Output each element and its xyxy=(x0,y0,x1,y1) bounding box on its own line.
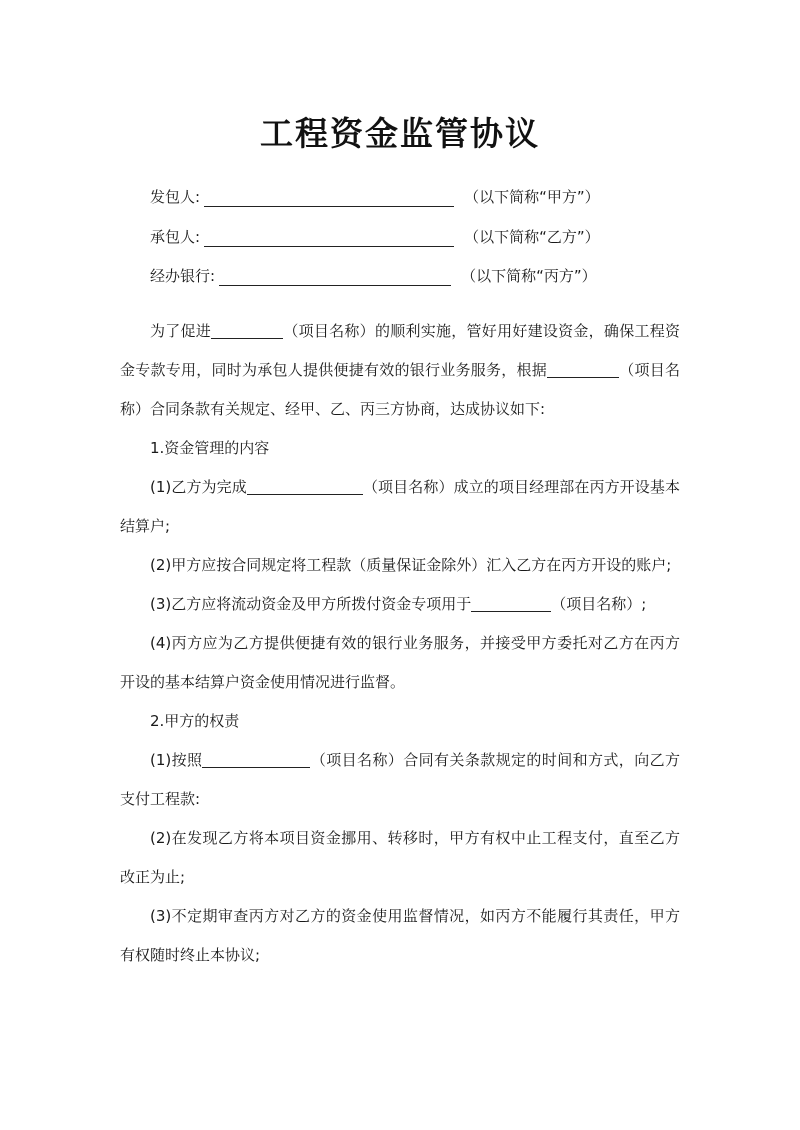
fill-in-line xyxy=(247,476,363,495)
document-title: 工程资金监管协议 xyxy=(260,114,540,153)
text-run: （项目名称）; xyxy=(551,595,647,613)
party-label: 发包人: xyxy=(150,188,201,206)
fill-in-line xyxy=(211,320,283,339)
text-run: （项目名称）的顺利实施，管好用好建设资金，确保工程资金专款专用，同时为承包人提供便捷有效的银行业务服务，根据 xyxy=(120,322,680,379)
intro-paragraph xyxy=(120,312,680,429)
party-label: 经办银行: xyxy=(150,267,216,285)
party-note: （以下简称“甲方”） xyxy=(464,188,600,206)
text-run: (3)乙方应将流动资金及甲方所拨付资金专项用于 xyxy=(150,595,472,613)
text-run: （项目名称）合同条款有关规定、经甲、乙、丙三方协商，达成协议如下: xyxy=(120,361,680,418)
party-note: （以下简称“乙方”） xyxy=(464,228,600,246)
clause-paragraph: (3)不定期审查丙方对乙方的资金使用监督情况，如丙方不能履行其责任，甲方有权随时终止本协议; xyxy=(120,907,680,964)
clause-paragraph xyxy=(120,468,680,546)
clause-paragraph xyxy=(120,741,680,819)
party-note: （以下简称“丙方”） xyxy=(461,267,597,285)
agreement-body xyxy=(120,312,680,975)
clause-paragraph: (2)甲方应按合同规定将工程款（质量保证金除外）汇入乙方在丙方开设的账户; xyxy=(150,556,672,574)
clause-paragraph xyxy=(120,585,680,624)
party-row-contractor xyxy=(150,225,670,249)
party-row-employer xyxy=(150,185,670,209)
text-run: (1)乙方为完成 xyxy=(150,478,247,496)
text-run: （项目名称）成立的项目经理部在丙方开设基本结算户; xyxy=(120,478,680,535)
text-run: 为了促进 xyxy=(150,322,212,340)
fill-in-line xyxy=(202,749,310,768)
fill-in-line xyxy=(219,267,451,286)
fill-in-line xyxy=(471,593,551,612)
fill-in-line xyxy=(547,359,619,378)
text-run: （项目名称）合同有关条款规定的时间和方式，向乙方支付工程款: xyxy=(120,751,680,808)
section-heading: 2.甲方的权责 xyxy=(150,712,240,730)
clause-paragraph: (2)在发现乙方将本项目资金挪用、转移时，甲方有权中止工程支付，直至乙方改正为止; xyxy=(120,829,680,886)
party-row-bank xyxy=(150,264,670,288)
party-label: 承包人: xyxy=(150,228,201,246)
clause-paragraph: (4)丙方应为乙方提供便捷有效的银行业务服务，并接受甲方委托对乙方在丙方开设的基本结算户资金使用情况进行监督。 xyxy=(120,634,680,691)
text-run: (1)按照 xyxy=(150,751,203,769)
section-heading: 1.资金管理的内容 xyxy=(150,439,270,457)
fill-in-line xyxy=(204,188,454,207)
fill-in-line xyxy=(204,228,454,247)
